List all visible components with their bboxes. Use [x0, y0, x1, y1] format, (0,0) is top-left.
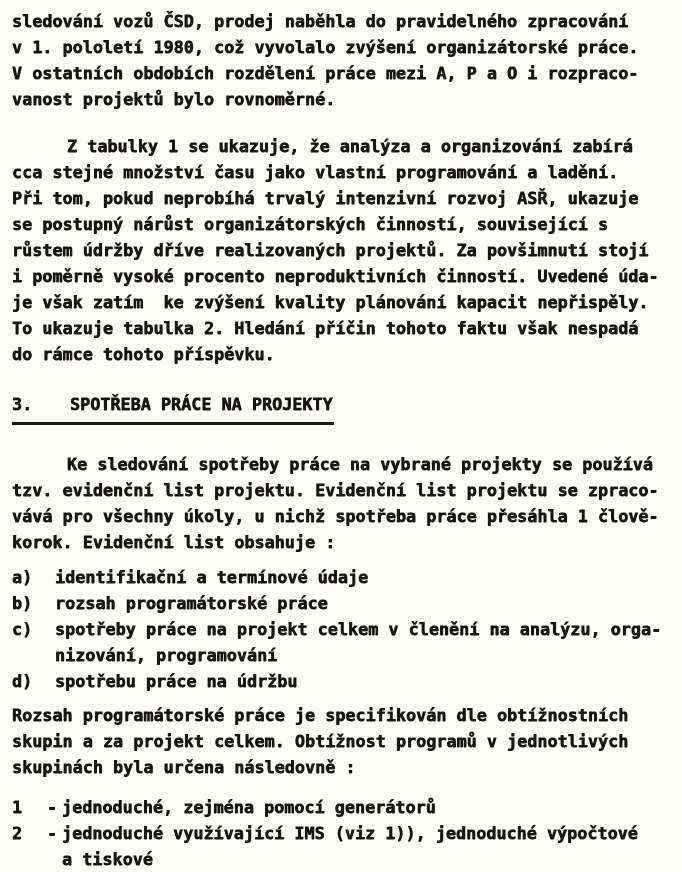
text-line: nizování, programování [55, 645, 278, 665]
text-line: identifikační a termínové údaje [55, 567, 369, 587]
text-line: sledování vozů ČSD, prodej naběhla do pravidelného zpracování [12, 11, 629, 31]
paragraph-2 [12, 133, 659, 367]
text-line: jednoduché využívající IMS (viz 1)), jednoduché výpočtové [62, 823, 638, 843]
list-text [55, 616, 661, 668]
numbered-item [12, 820, 652, 872]
list-marker: a) [12, 567, 33, 587]
text-line: skupin a za projekt celkem. Obtížnost programů v jednotlivých [12, 731, 629, 751]
text-line: se postupný nárůst organizátorských činností, související s [12, 214, 609, 234]
list-item [12, 564, 652, 590]
list-text [62, 820, 638, 872]
text-line: rozsah programátorské práce [55, 593, 328, 613]
item-dash: - [47, 823, 58, 843]
list-item [12, 590, 652, 616]
text-line: Rozsah programátorské práce je specifikován dle obtížnostních [12, 705, 629, 725]
list-marker: c) [12, 619, 33, 639]
text-line: spotřebu práce na údržbu [55, 671, 298, 691]
lettered-list [12, 564, 662, 694]
text-line: je však zatím ke zvýšení kvality plánování kapacit nepřispěly. [12, 292, 649, 312]
text-line: Při tom, pokud neprobíhá trvalý intenzivní rozvoj ASŘ, ukazuje [12, 188, 639, 208]
text-line: i poměrně vysoké procento neproduktivních činností. Uvedené úda- [12, 266, 659, 286]
text-line: V ostatních obdobích rozdělení práce mezi A, P a O i rozpraco- [12, 63, 639, 83]
list-marker: b) [12, 593, 33, 613]
list-text [55, 564, 368, 590]
section-number: 3. [12, 394, 33, 414]
text-line: skupinách byla určena následovně : [12, 757, 356, 777]
section-heading [12, 391, 334, 425]
item-dash: - [47, 797, 58, 817]
text-line: To ukazuje tabulka 2. Hledání příčin tohoto faktu však nespadá [12, 318, 639, 338]
text-line: vanost projektů bylo rovnoměrné. [12, 89, 336, 109]
text-line: Z tabulky 1 se ukazuje, že analýza a organizování zabírá [67, 136, 633, 156]
text-line: v 1. pololetí 1980, což vyvolalo zvýšení organizátorské práce. [12, 37, 639, 57]
list-text [55, 590, 328, 616]
paragraph-1 [12, 8, 652, 112]
list-marker: d) [12, 671, 33, 691]
text-line: a tiskové [62, 849, 153, 869]
text-line: růstem údržby dříve realizovaných projektů. Za povšimnutí stojí [12, 240, 649, 260]
text-line: tzv. evidenční list projektu. Evidenční list projektu se zpraco- [12, 480, 659, 500]
list-item [12, 616, 662, 668]
text-line: korok. Evidenční list obsahuje : [12, 532, 336, 552]
item-number: 1 [12, 797, 23, 817]
text-line: cca stejné množství času jako vlastní programování a ladění. [12, 162, 619, 182]
text-line: Ke sledování spotřeby práce na vybrané projekty se používá [67, 454, 653, 474]
text-line: do rámce tohoto příspěvku. [12, 344, 275, 364]
text-line: jednoduché, zejména pomocí generátorů [62, 797, 436, 817]
item-number: 2 [12, 823, 23, 843]
numbered-list [12, 794, 652, 872]
text-line: vává pro všechny úkoly, u nichž spotřeba práce přesáhla 1 člově- [12, 506, 659, 526]
list-item [12, 668, 652, 694]
paragraph-4 [12, 702, 652, 780]
list-text [55, 668, 297, 694]
list-text [62, 794, 436, 820]
numbered-item [12, 794, 652, 820]
text-line: spotřeby práce na projekt celkem v členění na analýzu, orga- [55, 619, 662, 639]
paragraph-3 [12, 451, 659, 555]
section-title: SPOTŘEBA PRÁCE NA PROJEKTY [70, 394, 333, 414]
